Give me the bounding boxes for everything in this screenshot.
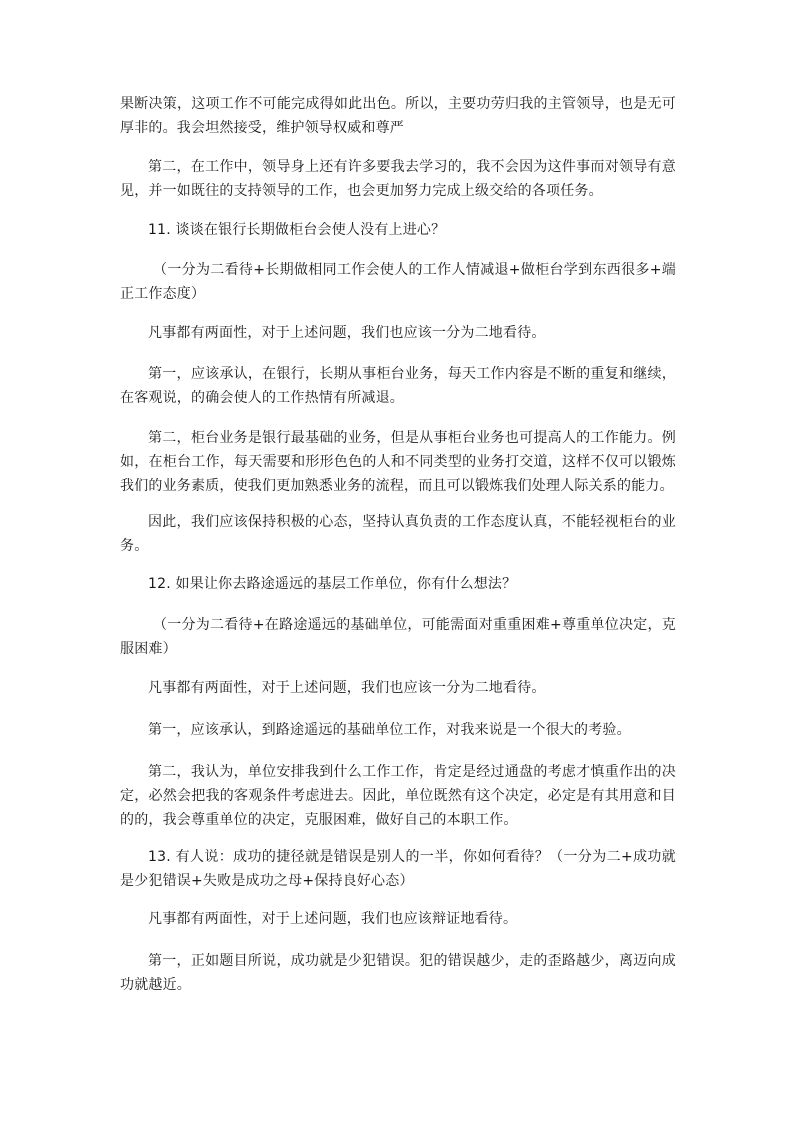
question-13-point-1: 第一，正如题目所说，成功就是少犯错误。犯的错误越少，走的歪路越少，离迈向成功就越近。	[120, 953, 676, 993]
question-12-intro: 凡事都有两面性，对于上述问题，我们也应该一分为二地看待。	[148, 680, 546, 696]
question-12-point-2: 第二，我认为，单位安排我到什么工作工作，肯定是经过通盘的考虑才慎重作出的决定，必然会把我的客观条件考虑进去。因此，单位既然有这个决定，必定是有其用意和目的的，我会尊重单位的决定，克服困难，做好自己的本职工作。	[120, 764, 676, 828]
question-11-intro: 凡事都有两面性，对于上述问题，我们也应该一分为二地看待。	[148, 325, 546, 341]
question-12-outline: （一分为二看待+在路途遥远的基础单位，可能需面对重重困难+尊重单位决定，克服困难）	[120, 617, 676, 657]
question-11-point-1: 第一，应该承认，在银行，长期从事柜台业务，每天工作内容是不断的重复和继续，在客观说，的确会使人的工作热情有所减退。	[120, 366, 676, 406]
paragraph-continuation: 果断决策，这项工作不可能完成得如此出色。所以，主要功劳归我的主管领导，也是无可厚非的。我会坦然接受，维护领导权威和尊严	[120, 96, 676, 136]
question-12-point-1: 第一，应该承认，到路途遥远的基础单位工作，对我来说是一个很大的考验。	[148, 722, 631, 738]
question-13-heading: 13. 有人说：成功的捷径就是错误是别人的一半，你如何看待？（一分为二+成功就是少犯错误+失败是成功之母+保持良好心态）	[120, 849, 676, 889]
question-11-point-2: 第二，柜台业务是银行最基础的业务，但是从事柜台业务也可提高人的工作能力。例如，在柜台工作，每天需要和形形色色的人和不同类型的业务打交道，这样不仅可以锻炼我们的业务素质，使我们更加熟悉业务的流程，而且可以锻炼我们处理人际关系的能力。	[120, 430, 676, 494]
paragraph-second-point: 第二，在工作中，领导身上还有许多要我去学习的，我不会因为这件事而对领导有意见，并一如既往的支持领导的工作，也会更加努力完成上级交给的各项任务。	[120, 159, 676, 199]
question-11-conclusion: 因此，我们应该保持积极的心态，坚持认真负责的工作态度认真，不能轻视柜台的业务。	[120, 514, 676, 554]
question-11-outline: （一分为二看待+长期做相同工作会使人的工作人情减退+做柜台学到东西很多+端正工作态度）	[120, 262, 676, 302]
question-13-intro: 凡事都有两面性，对于上述问题，我们也应该辩证地看待。	[148, 911, 518, 927]
question-11-heading: 11. 谈谈在银行长期做柜台会使人没有上进心？	[148, 222, 446, 238]
question-12-heading: 12. 如果让你去路途遥远的基层工作单位，你有什么想法？	[148, 576, 517, 592]
